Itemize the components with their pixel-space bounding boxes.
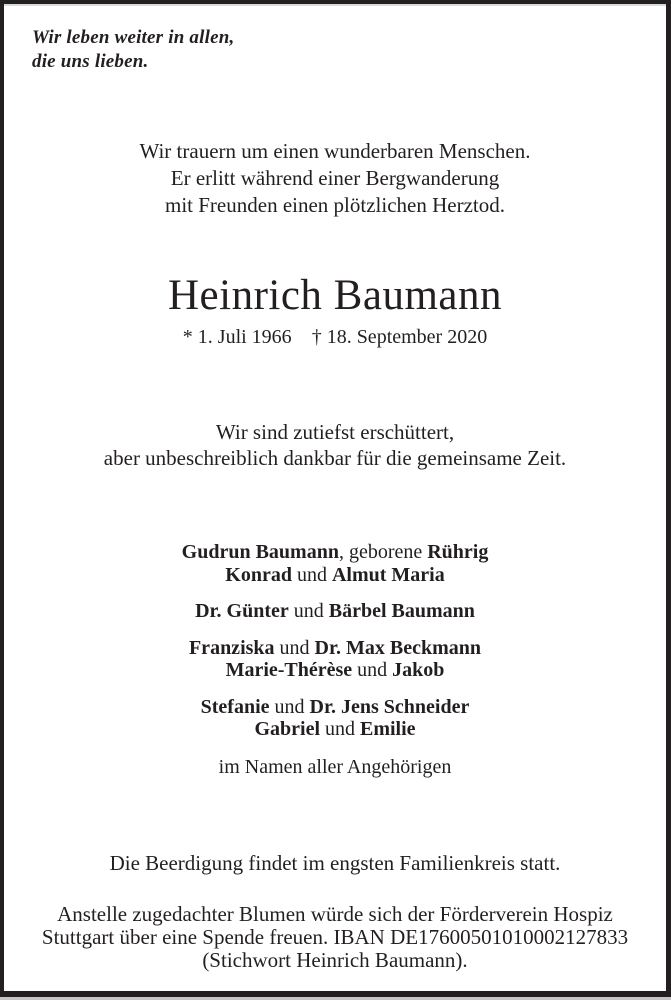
intro-line-2: Er erlitt während einer Bergwanderung [170, 166, 500, 190]
mourner-name: Jakob [392, 659, 445, 681]
funeral-notice: Die Beerdigung findet im engsten Familienkreis statt. [109, 851, 561, 875]
life-dates [4, 325, 666, 349]
motto-line-1: Wir leben weiter in allen, [32, 27, 235, 48]
donation-line-3: (Stichwort Heinrich Baumann). [202, 948, 468, 972]
mourners-closing: im Namen aller Angehörigen [218, 755, 452, 778]
connector-text: und [291, 563, 332, 586]
donation-notice [4, 903, 666, 972]
birth-date: * 1. Juli 1966 [182, 326, 292, 348]
mourner-line [4, 637, 666, 660]
mourners-list [4, 541, 666, 778]
mourner-line [4, 696, 666, 719]
mourner-name: Stefanie [200, 695, 270, 718]
mourner-name: Konrad [225, 563, 292, 586]
condolence-line-2: aber unbeschreiblich dankbar für die gemeinsame Zeit. [103, 446, 567, 470]
motto [32, 26, 666, 74]
condolence-paragraph [4, 419, 666, 471]
mourner-line [4, 718, 666, 741]
donation-line-1: Anstelle zugedachter Blumen würde sich der Förderverein Hospiz [57, 902, 613, 926]
connector-text: und [269, 695, 310, 718]
condolence-line-1: Wir sind zutiefst erschüttert, [215, 420, 455, 444]
mourner-name: Dr. Günter [195, 600, 289, 622]
connector-text: und [320, 718, 360, 740]
mourner-name: Gabriel [254, 718, 320, 740]
mourner-line [4, 541, 666, 564]
mourner-name: Rührig [427, 541, 489, 563]
death-date: † 18. September 2020 [311, 326, 488, 348]
mourner-name: Marie-Thérèse [225, 659, 353, 681]
mourner-line [4, 600, 666, 623]
connector-text: und [288, 600, 329, 622]
motto-line-2: die uns lieben. [32, 51, 149, 72]
mourner-name: Franziska [188, 636, 275, 659]
connector-text: , geborene [338, 541, 428, 563]
intro-line-1: Wir trauern um einen wunderbaren Menschen. [139, 139, 531, 163]
deceased-name: Heinrich Baumann [168, 272, 502, 319]
donation-line-2: Stuttgart über eine Spende freuen. IBAN DE17600501010002127833 [41, 925, 629, 949]
scan-edge-line [4, 4, 666, 6]
mourner-name: Almut Maria [331, 563, 445, 586]
mourner-name: Emilie [360, 718, 416, 740]
connector-text: und [274, 636, 315, 659]
mourner-name: Bärbel Baumann [328, 600, 475, 622]
connector-text: und [352, 659, 393, 681]
mourner-line [4, 564, 666, 587]
mourner-name: Dr. Max Beckmann [314, 636, 482, 659]
intro-paragraph [4, 138, 666, 219]
intro-line-3: mit Freunden einen plötzlichen Herztod. [165, 193, 505, 217]
mourner-name: Gudrun Baumann [181, 541, 339, 563]
mourner-line [4, 659, 666, 682]
mourner-name: Dr. Jens Schneider [309, 695, 470, 718]
